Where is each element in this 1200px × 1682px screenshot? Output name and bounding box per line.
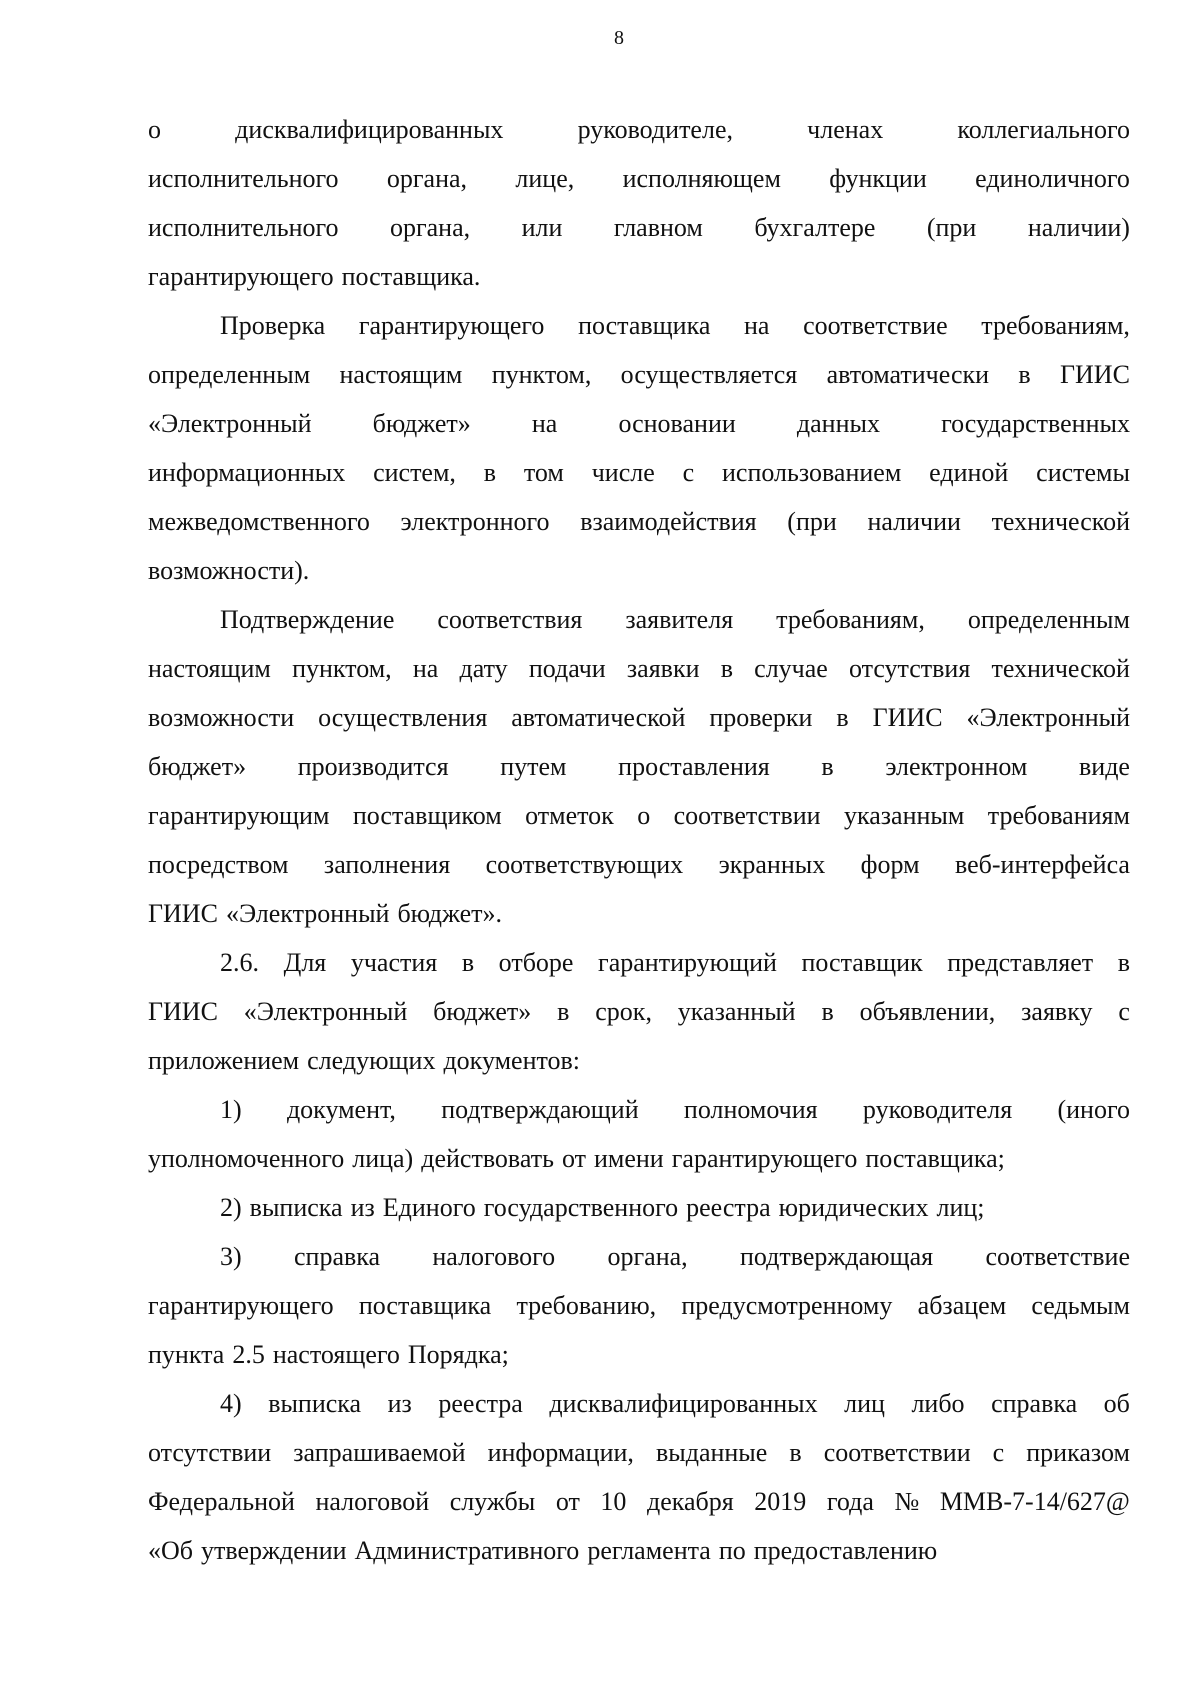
word: пунктом,: [491, 360, 592, 389]
word: виде: [1079, 752, 1130, 781]
text-line: [148, 791, 1130, 840]
word: наличии): [1027, 213, 1130, 242]
word: представляет: [947, 948, 1094, 977]
word: выписка: [268, 1389, 362, 1418]
word: бюджет»: [372, 409, 471, 438]
word: на: [412, 654, 439, 683]
word: реестра: [686, 1193, 771, 1222]
word: реестра: [438, 1389, 523, 1418]
word: с: [1118, 997, 1130, 1026]
word: дисквалифицированных: [549, 1389, 818, 1418]
word: на: [531, 409, 558, 438]
word: дату: [459, 654, 508, 683]
word: государственного: [483, 1193, 679, 1222]
word: бюджет».: [397, 899, 503, 928]
word: поставщик: [801, 948, 923, 977]
word: регламента: [587, 1536, 711, 1565]
word: бухгалтере: [754, 213, 876, 242]
word: от: [561, 1144, 586, 1173]
word: в: [821, 752, 834, 781]
text-line: [148, 252, 1130, 301]
word: декабря: [646, 1487, 734, 1516]
word: автоматически: [826, 360, 990, 389]
word: с: [992, 1438, 1005, 1467]
word: гарантирующего: [671, 1144, 858, 1173]
word: посредством: [148, 850, 289, 879]
text-line: [148, 1036, 1130, 1085]
word: уполномоченного: [148, 1144, 345, 1173]
word: требованиям: [987, 801, 1130, 830]
word: Административного: [354, 1536, 580, 1565]
text-line: [148, 1183, 1130, 1232]
word: настоящим: [339, 360, 463, 389]
word: в: [821, 997, 834, 1026]
word: в: [557, 997, 570, 1026]
word: соответствие: [985, 1242, 1130, 1271]
word: гарантирующего: [148, 262, 334, 291]
text-line: [148, 938, 1130, 987]
word: отметок: [525, 801, 614, 830]
text-line: [148, 987, 1130, 1036]
word: осуществления: [318, 703, 488, 732]
text-line: [148, 693, 1130, 742]
word: Подтверждение: [220, 605, 395, 634]
word: требованию,: [516, 1291, 657, 1320]
word: в: [1018, 360, 1031, 389]
word: о: [148, 115, 161, 144]
word: с: [682, 458, 695, 487]
word: полномочия: [683, 1095, 818, 1124]
word: определенным: [967, 605, 1130, 634]
word: указанным: [844, 801, 965, 830]
word: органа,: [386, 164, 468, 193]
word: пункта: [148, 1340, 225, 1369]
word: 1): [220, 1095, 242, 1124]
word: наличии: [867, 507, 961, 536]
word: поставщиком: [352, 801, 502, 830]
word: либо: [911, 1389, 965, 1418]
word: справка: [294, 1242, 381, 1271]
word: информационных: [148, 458, 346, 487]
word: Федеральной: [148, 1487, 295, 1516]
word: автоматической: [511, 703, 686, 732]
word: отсутствия: [849, 654, 971, 683]
word: гарантирующим: [148, 801, 330, 830]
word: том: [523, 458, 564, 487]
word: выданные: [655, 1438, 768, 1467]
word: поставщика;: [865, 1144, 1005, 1173]
text-line: [148, 1526, 1130, 1575]
word: соответствии: [823, 1438, 971, 1467]
word: случае: [754, 654, 828, 683]
word: по: [718, 1536, 746, 1565]
word: бюджет»: [148, 752, 247, 781]
word: «Электронный: [148, 409, 312, 438]
word: технической: [991, 654, 1130, 683]
word: от: [555, 1487, 580, 1516]
word: взаимодействия: [580, 507, 757, 536]
word: о: [637, 801, 651, 830]
word: ГИИС: [1060, 360, 1130, 389]
word: электронного: [400, 507, 550, 536]
word: юридических: [778, 1193, 929, 1222]
word: №: [894, 1487, 920, 1516]
word: срок,: [595, 997, 652, 1026]
word: гарантирующего: [358, 311, 545, 340]
word: коллегиального: [957, 115, 1130, 144]
word: 2.5: [232, 1340, 265, 1369]
word: «Об: [148, 1536, 194, 1565]
word: требованиям,: [776, 605, 925, 634]
paragraph: [148, 1379, 1130, 1575]
word: заявки: [626, 654, 700, 683]
word: дисквалифицированных: [235, 115, 504, 144]
word: отсутствии: [148, 1438, 272, 1467]
word: утверждении: [201, 1536, 347, 1565]
word: пунктом,: [292, 654, 392, 683]
word: заявку: [1021, 997, 1093, 1026]
paragraph: [148, 1183, 1130, 1232]
text-line: [148, 105, 1130, 154]
word: соответствующих: [485, 850, 684, 879]
text-line: [148, 742, 1130, 791]
text-line: [148, 497, 1130, 546]
document-body: [148, 105, 1130, 1575]
word: действовать: [421, 1144, 554, 1173]
word: лиц: [844, 1389, 885, 1418]
word: соответствие: [803, 311, 948, 340]
word: исполнительного: [148, 164, 339, 193]
word: 3): [220, 1242, 242, 1271]
word: абзацем: [917, 1291, 1007, 1320]
word: указанный: [677, 997, 796, 1026]
word: осуществляется: [620, 360, 798, 389]
word: Единого: [382, 1193, 476, 1222]
word: настоящего: [272, 1340, 400, 1369]
word: в: [836, 703, 849, 732]
text-line: [148, 1330, 1130, 1379]
word: поставщика.: [341, 262, 481, 291]
text-line: [148, 1379, 1130, 1428]
word: из: [350, 1193, 375, 1222]
text-line: [148, 840, 1130, 889]
word: ММВ-7-14/627@: [939, 1487, 1130, 1516]
word: или: [521, 213, 563, 242]
text-line: [148, 644, 1130, 693]
word: 4): [220, 1389, 242, 1418]
word: предусмотренному: [681, 1291, 893, 1320]
text-line: [148, 1281, 1130, 1330]
word: руководителе,: [577, 115, 733, 144]
text-line: [148, 301, 1130, 350]
word: гарантирующего: [148, 1291, 334, 1320]
text-line: [148, 889, 1130, 938]
word: гарантирующий: [598, 948, 777, 977]
word: Для: [283, 948, 327, 977]
text-line: [148, 1232, 1130, 1281]
word: лица): [352, 1144, 414, 1173]
text-line: [148, 154, 1130, 203]
text-line: [148, 203, 1130, 252]
word: лиц;: [936, 1193, 985, 1222]
word: возможности: [148, 703, 295, 732]
word: проставления: [618, 752, 770, 781]
word: исполнительного: [148, 213, 339, 242]
word: 2019: [754, 1487, 807, 1516]
word: требованиям,: [981, 311, 1130, 340]
word: подтверждающая: [740, 1242, 934, 1271]
word: технической: [991, 507, 1130, 536]
word: из: [387, 1389, 412, 1418]
word: лице,: [515, 164, 575, 193]
text-line: [148, 448, 1130, 497]
word: использованием: [722, 458, 902, 487]
word: ГИИС: [148, 997, 218, 1026]
word: года: [826, 1487, 874, 1516]
page-number: 8: [614, 27, 624, 49]
word: налоговой: [315, 1487, 430, 1516]
paragraph: [148, 595, 1130, 938]
word: (иного: [1057, 1095, 1130, 1124]
paragraph: [148, 1232, 1130, 1379]
word: объявлении,: [859, 997, 996, 1026]
word: 2): [220, 1193, 242, 1222]
word: «Электронный: [243, 997, 408, 1026]
word: «Электронный: [966, 703, 1130, 732]
word: 10: [600, 1487, 627, 1516]
word: документов:: [443, 1046, 581, 1075]
word: исполняющем: [622, 164, 781, 193]
word: (при: [926, 213, 977, 242]
word: предоставлению: [753, 1536, 938, 1565]
word: членах: [807, 115, 884, 144]
word: в: [483, 458, 497, 487]
word: подачи: [528, 654, 606, 683]
word: настоящим: [148, 654, 271, 683]
word: функции: [829, 164, 927, 193]
word: основании: [618, 409, 736, 438]
word: заполнения: [323, 850, 451, 879]
word: главном: [613, 213, 703, 242]
word: электронном: [885, 752, 1028, 781]
word: в: [1117, 948, 1130, 977]
paragraph: [148, 301, 1130, 595]
word: экранных: [718, 850, 826, 879]
word: единоличного: [975, 164, 1130, 193]
word: документ,: [286, 1095, 396, 1124]
word: 2.6.: [220, 948, 259, 977]
word: (при: [787, 507, 837, 536]
text-line: [148, 1134, 1130, 1183]
word: налогового: [432, 1242, 556, 1271]
word: соответствии: [673, 801, 821, 830]
word: системы: [1036, 458, 1130, 487]
word: ГИИС: [872, 703, 943, 732]
word: органа,: [389, 213, 471, 242]
word: информации,: [487, 1438, 634, 1467]
word: числе: [591, 458, 655, 487]
word: определенным: [148, 360, 311, 389]
text-line: [148, 399, 1130, 448]
text-line: [148, 595, 1130, 644]
word: в: [461, 948, 475, 977]
text-line: [148, 1477, 1130, 1526]
word: проверки: [709, 703, 813, 732]
word: заявителя: [625, 605, 734, 634]
word: следующих: [307, 1046, 436, 1075]
word: путем: [500, 752, 567, 781]
word: бюджет»: [433, 997, 532, 1026]
word: соответствия: [437, 605, 583, 634]
word: возможности).: [148, 556, 310, 585]
text-line: [148, 1085, 1130, 1134]
paragraph: [148, 105, 1130, 301]
word: запрашиваемой: [293, 1438, 466, 1467]
word: приложением: [148, 1046, 300, 1075]
word: межведомственного: [148, 507, 370, 536]
paragraph: [148, 938, 1130, 1085]
paragraph: [148, 1085, 1130, 1183]
word: государственных: [941, 409, 1130, 438]
word: Порядка;: [407, 1340, 509, 1369]
word: ГИИС: [148, 899, 218, 928]
word: на: [744, 311, 770, 340]
word: приказом: [1026, 1438, 1130, 1467]
word: выписка: [249, 1193, 343, 1222]
word: подтверждающий: [441, 1095, 639, 1124]
word: отборе: [498, 948, 574, 977]
word: об: [1103, 1389, 1130, 1418]
word: имени: [593, 1144, 664, 1173]
word: единой: [929, 458, 1009, 487]
word: в: [789, 1438, 802, 1467]
word: службы: [449, 1487, 536, 1516]
word: справка: [991, 1389, 1078, 1418]
text-line: [148, 546, 1130, 595]
word: систем,: [373, 458, 456, 487]
word: поставщика: [578, 311, 711, 340]
word: форм: [860, 850, 920, 879]
text-line: [148, 350, 1130, 399]
word: поставщика: [358, 1291, 492, 1320]
word: «Электронный: [225, 899, 390, 928]
word: органа,: [607, 1242, 688, 1271]
word: данных: [796, 409, 880, 438]
word: участия: [350, 948, 438, 977]
text-line: [148, 1428, 1130, 1477]
word: веб-интерфейса: [954, 850, 1130, 879]
word: в: [720, 654, 733, 683]
word: седьмым: [1031, 1291, 1130, 1320]
word: производится: [297, 752, 449, 781]
word: Проверка: [220, 311, 326, 340]
word: руководителя: [862, 1095, 1013, 1124]
